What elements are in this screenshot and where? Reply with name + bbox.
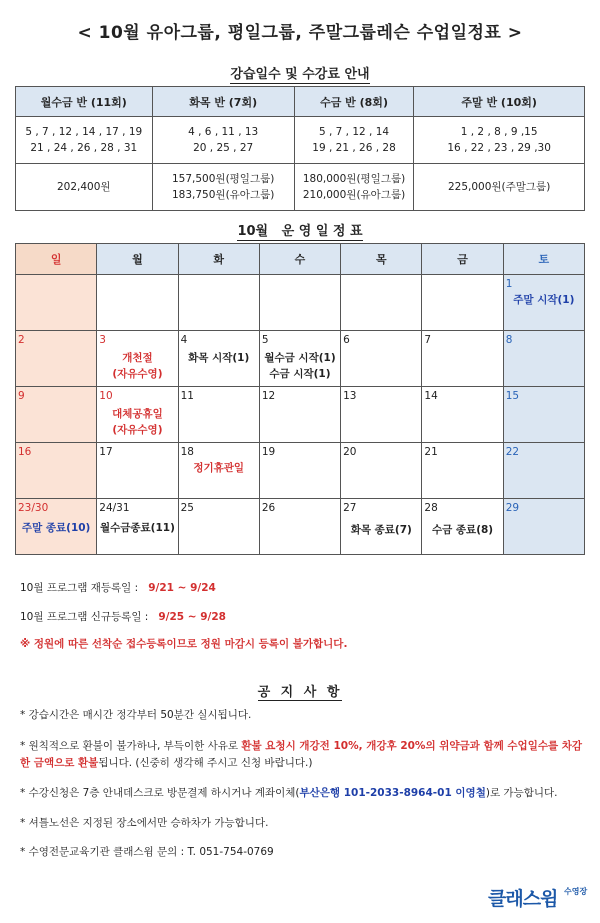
day-number: 29 [505,502,520,514]
day-number: 20 [343,446,357,458]
notice-item: * 수영전문교육기관 클래스윔 문의 : T. 051-754-0769 [20,846,274,858]
day-number: 3 [99,334,106,346]
notice-item: * 강습시간은 매시간 정각부터 50분간 실시됩니다. [20,709,252,721]
day-number: 14 [424,390,438,402]
calendar-day-cell [422,387,503,443]
fee-dates-cell: 1 , 2 , 8 , 9 ,15 16 , 22 , 23 , 29 ,30 [414,117,585,164]
day-number: 28 [424,502,438,514]
day-number: 17 [99,446,113,458]
fee-price-cell: 180,000원(평일그룹) 210,000원(유아그룹) [294,164,413,211]
day-event: 화목 종료(7) [350,524,412,536]
new-registration: 10월 프로그램 신규등록일 : 9/25 ~ 9/28 [20,611,226,623]
calendar-day-cell [422,443,503,499]
calendar-day-cell [178,387,259,443]
day-number: 5 [261,334,269,346]
calendar-day-cell [97,499,178,555]
weekday-header: 일 [16,244,97,275]
day-number: 23/30 [18,502,49,514]
day-number: 13 [343,390,357,402]
weekday-header: 월 [97,244,178,275]
calendar-day-cell [16,499,97,555]
calendar-day-cell [97,443,178,499]
calendar-day-cell [259,331,340,387]
weekday-header: 수 [259,244,340,275]
day-number: 1 [505,278,513,290]
weekday-header: 화 [178,244,259,275]
calendar-day-cell [178,331,259,387]
day-number: 18 [180,446,194,458]
fee-dates-cell: 4 , 6 , 11 , 13 20 , 25 , 27 [152,117,294,164]
day-event: 월수금 시작(1) 수금 시작(1) [264,352,336,380]
calendar-day-cell [503,387,584,443]
calendar-day-cell [178,275,259,331]
day-number: 11 [180,390,194,402]
fee-header: 월수금 반 (11회) [16,87,153,117]
fee-dates-cell: 5 , 7 , 12 , 14 , 17 , 19 21 , 24 , 26 , 28 , 31 [16,117,153,164]
day-number: 6 [343,334,350,346]
day-number: 4 [180,334,188,346]
calendar-day-cell [341,331,422,387]
registration-warning: ※ 정원에 따른 선착순 접수등록이므로 정원 마감시 등록이 불가합니다. [20,638,348,650]
fee-price-cell: 202,400원 [16,164,153,211]
calendar-day-cell [259,499,340,555]
calendar-day-cell [422,331,503,387]
day-event: 대체공휴일 (자유수영) [112,408,163,436]
fee-header: 수금 반 (8회) [294,87,413,117]
calendar-day-cell [178,499,259,555]
notice-item: * 셔틀노선은 지정된 장소에서만 승하차가 가능합니다. [20,817,269,829]
fee-header: 주말 반 (10회) [414,87,585,117]
calendar-day-cell [341,387,422,443]
calendar-day-cell [259,387,340,443]
renewal-registration: 10월 프로그램 재등록일 : 9/21 ~ 9/24 [20,582,216,594]
fee-dates-cell: 5 , 7 , 12 , 14 19 , 21 , 26 , 28 [294,117,413,164]
day-number: 15 [505,390,520,402]
notice-item: * 수강신청은 7층 안내데스크로 방문결제 하시거나 계좌이체(부산은행 101-2033-8964-01 이영철)로 가능합니다. [20,787,558,799]
fee-section-heading: 강습일수 및 수강료 안내 [230,67,370,82]
calendar-day-cell [341,275,422,331]
day-number: 26 [261,502,276,514]
weekday-header: 토 [503,244,584,275]
calendar-day-cell [16,275,97,331]
calendar-heading: 10월 운 영 일 정 표 [237,224,363,239]
calendar-day-cell [16,387,97,443]
day-number: 24/31 [99,502,130,514]
day-number: 16 [18,446,32,458]
day-event: 정기휴관일 [193,462,245,474]
weekday-header: 목 [341,244,422,275]
weekday-header: 금 [422,244,503,275]
calendar-day-cell [341,499,422,555]
fee-header: 화목 반 (7회) [152,87,294,117]
calendar-day-cell [259,275,340,331]
notice-item: * 원칙적으로 환불이 불가하나, 부득이한 사유로 환불 요청시 개강전 10%, 개강후 20%의 위약금과 함께 수업일수를 차감한 금액으로 환불됩니다. (신중히 생각해 주시고 신청 바랍니다.) [20,740,583,769]
calendar-day-cell [16,443,97,499]
calendar-day-cell [16,331,97,387]
calendar-table [15,243,585,555]
notice-heading: 공 지 사 항 [257,685,343,700]
day-number: 12 [261,390,276,402]
day-number: 27 [343,502,357,514]
classwim-logo: 클래스윔 수영장 [488,887,588,910]
day-number: 19 [261,446,276,458]
calendar-day-cell [341,443,422,499]
day-number: 2 [18,334,25,346]
day-number: 9 [18,390,25,402]
day-number: 25 [180,502,194,514]
day-number: 10 [99,390,113,402]
calendar-day-cell [503,331,584,387]
day-number: 21 [424,446,438,458]
calendar-day-cell [422,275,503,331]
day-event: 개천절 (자유수영) [112,352,163,380]
day-number: 7 [424,334,432,346]
calendar-day-cell [259,443,340,499]
fee-price-cell: 225,000원(주말그룹) [414,164,585,211]
day-number: 22 [505,446,520,458]
day-number: 8 [505,334,513,346]
day-event: 주말 시작(1) [513,294,575,306]
calendar-day-cell [422,499,503,555]
day-event: 주말 종료(10) [21,522,91,534]
day-event: 화목 시작(1) [188,352,250,364]
fee-price-cell: 157,500원(평일그룹) 183,750원(유아그룹) [152,164,294,211]
calendar-day-cell [97,387,178,443]
calendar-day-cell [503,499,584,555]
calendar-day-cell [503,443,584,499]
calendar-day-cell [97,275,178,331]
page-title: < 10월 유아그룹, 평일그룹, 주말그룹레슨 수업일정표 > [77,23,523,43]
day-event: 월수금종료(11) [99,522,175,534]
calendar-day-cell [503,275,584,331]
calendar-day-cell [178,443,259,499]
calendar-day-cell [97,331,178,387]
fee-table [15,86,585,211]
day-event: 수금 종료(8) [431,524,494,536]
